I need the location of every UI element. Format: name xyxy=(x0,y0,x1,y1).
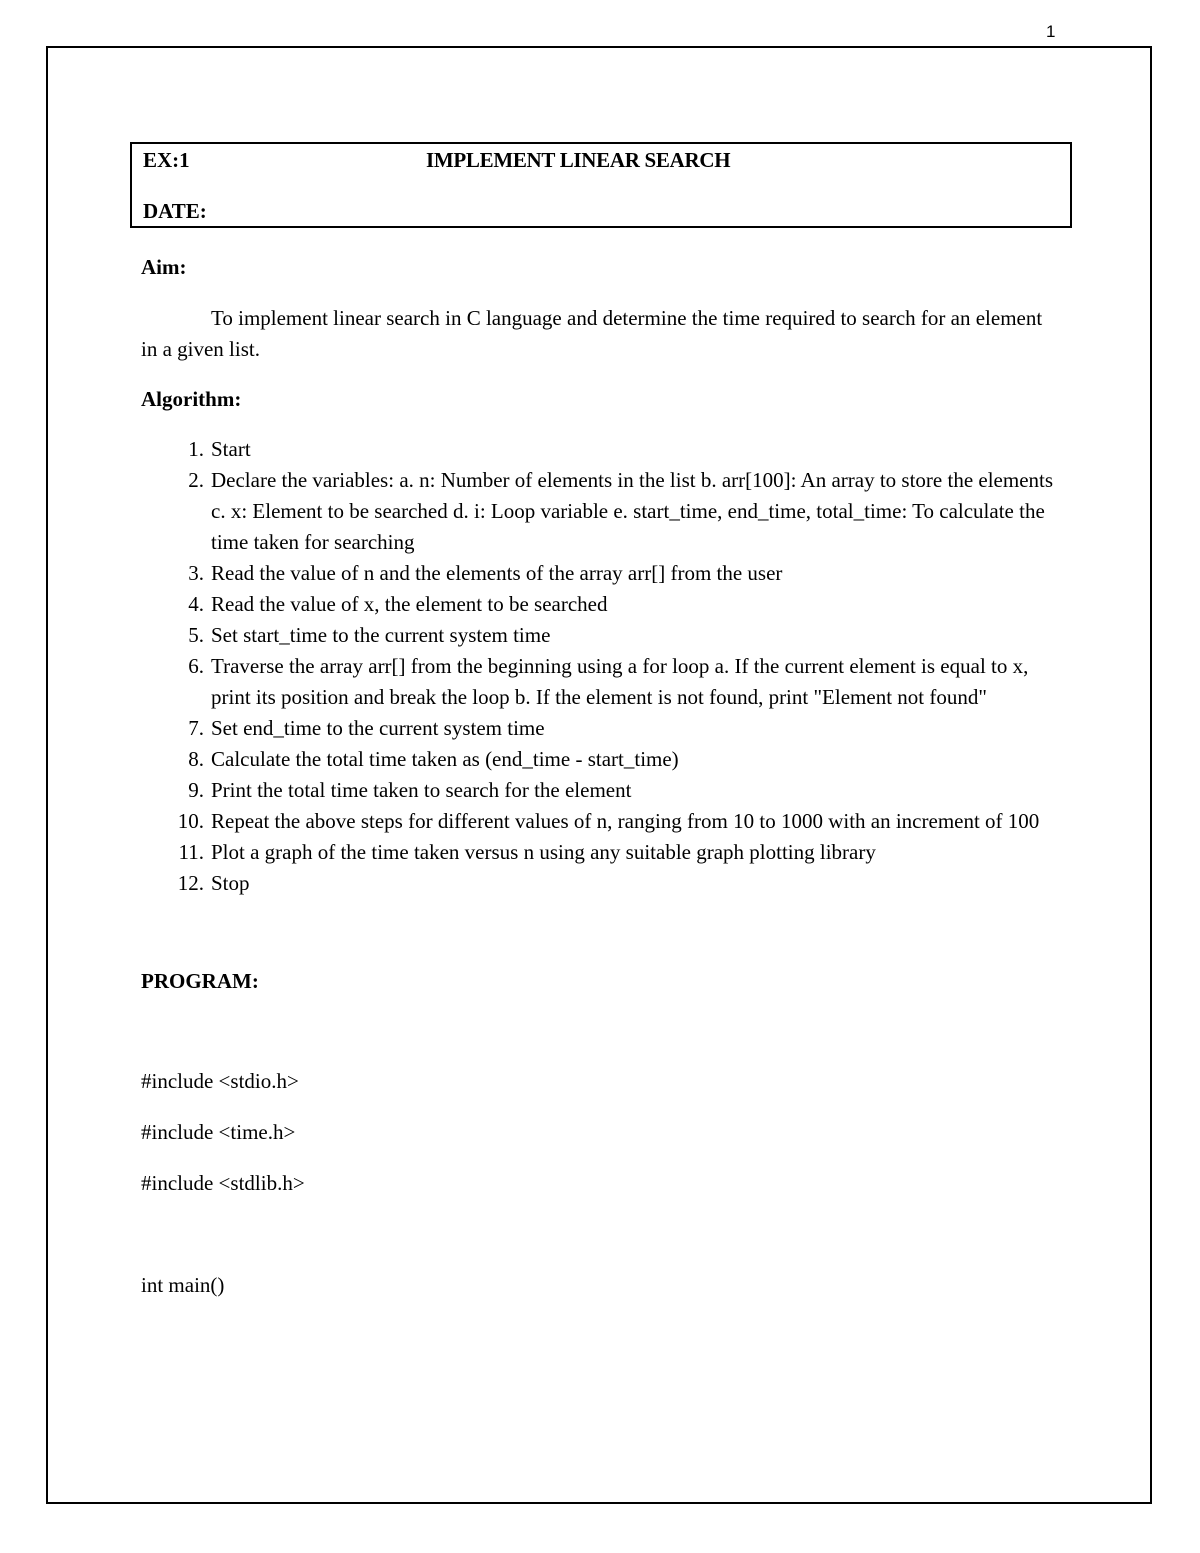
algorithm-step xyxy=(141,775,1061,806)
date-label: DATE: xyxy=(143,199,207,223)
code-line: #include <stdlib.h> xyxy=(141,1171,305,1195)
algorithm-step xyxy=(141,713,1061,744)
step-number: 1. xyxy=(188,437,204,461)
exercise-title: IMPLEMENT LINEAR SEARCH xyxy=(426,148,731,172)
program-heading: PROGRAM: xyxy=(141,969,259,993)
aim-text: To implement linear search in C language and determine the time required to search for an element in a given list. xyxy=(141,306,1043,361)
code-line: #include <time.h> xyxy=(141,1120,296,1144)
algorithm-step xyxy=(141,837,1061,868)
step-text: Read the value of n and the elements of the array arr[] from the user xyxy=(211,561,783,585)
document-body xyxy=(141,252,1061,1301)
algorithm-heading: Algorithm: xyxy=(141,387,242,411)
step-number: 10. xyxy=(177,809,204,833)
algorithm-step xyxy=(141,744,1061,775)
step-text: Set end_time to the current system time xyxy=(211,716,545,740)
algorithm-step xyxy=(141,651,1061,713)
exercise-number: EX:1 xyxy=(143,148,190,172)
algorithm-step xyxy=(141,434,1061,465)
step-number: 12. xyxy=(177,871,204,895)
algorithm-step xyxy=(141,558,1061,589)
page-number: 1 xyxy=(1046,22,1056,41)
exercise-header-box xyxy=(130,142,1072,228)
algorithm-step xyxy=(141,465,1061,558)
step-text: Set start_time to the current system time xyxy=(211,623,551,647)
step-text: Repeat the above steps for different values of n, ranging from 10 to 1000 with an increment of 100 xyxy=(211,809,1040,833)
code-line: #include <stdio.h> xyxy=(141,1069,299,1093)
step-text: Start xyxy=(211,437,251,461)
step-text: Declare the variables: a. n: Number of elements in the list b. arr[100]: An array to store the elements c. x: Element to be searched d. i: Loop variable e. start_time, end_time, total_time: To calculate the time taken for searching xyxy=(211,468,1054,554)
step-number: 2. xyxy=(188,468,204,492)
step-text: Print the total time taken to search for the element xyxy=(211,778,632,802)
step-text: Read the value of x, the element to be searched xyxy=(211,592,608,616)
step-number: 8. xyxy=(188,747,204,771)
step-number: 3. xyxy=(188,561,204,585)
step-text: Calculate the total time taken as (end_time - start_time) xyxy=(211,747,679,771)
code-line: int main() xyxy=(141,1273,225,1297)
algorithm-step xyxy=(141,589,1061,620)
algorithm-step xyxy=(141,868,1061,899)
algorithm-steps xyxy=(141,434,1061,899)
algorithm-step xyxy=(141,806,1061,837)
step-number: 11. xyxy=(178,840,204,864)
step-text: Stop xyxy=(211,871,250,895)
step-text: Plot a graph of the time taken versus n using any suitable graph plotting library xyxy=(211,840,876,864)
step-number: 5. xyxy=(188,623,204,647)
step-text: Traverse the array arr[] from the beginning using a for loop a. If the current element is equal to x, print its position and break the loop b. If the element is not found, print "Element not found" xyxy=(211,654,1029,709)
step-number: 9. xyxy=(188,778,204,802)
algorithm-step xyxy=(141,620,1061,651)
aim-heading: Aim: xyxy=(141,255,187,279)
step-number: 6. xyxy=(188,654,204,678)
step-number: 7. xyxy=(188,716,204,740)
step-number: 4. xyxy=(188,592,204,616)
